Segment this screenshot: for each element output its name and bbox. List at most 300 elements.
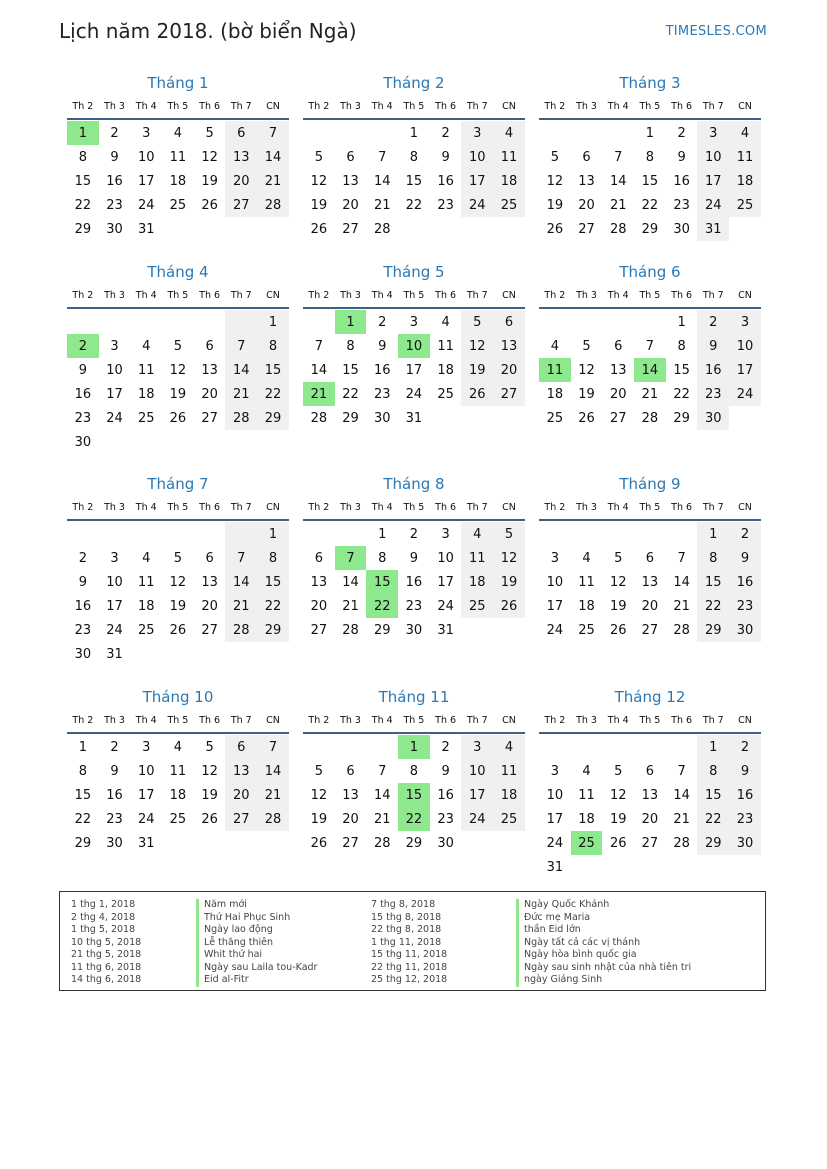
day-cell: 13: [225, 145, 257, 169]
day-cell: 15: [697, 783, 729, 807]
day-cell: 15: [74, 787, 92, 803]
day-cell: 19: [310, 197, 328, 213]
day-cell: 31: [405, 410, 423, 426]
day-grid: [303, 735, 525, 855]
day-cell: 17: [405, 362, 423, 378]
day-cell: 30: [405, 622, 423, 638]
day-cell: 13: [342, 173, 359, 189]
weekday-label: Th 2: [308, 100, 330, 112]
day-cell: 17: [729, 358, 761, 382]
day-cell: 20: [310, 598, 328, 614]
weekday-label: Th 2: [72, 501, 94, 513]
day-cell: 24: [546, 622, 564, 638]
legend-entry: Ngày tất cả các vị thánh: [516, 937, 691, 950]
weekday-label: Th 4: [607, 714, 629, 726]
day-cell: 30: [106, 835, 123, 851]
day-cell: 12: [169, 362, 187, 378]
month-name: Tháng 7: [147, 475, 209, 493]
day-cell: 4: [582, 763, 591, 779]
day-cell: 18: [169, 787, 187, 803]
weekday-label: CN: [266, 289, 280, 301]
day-cell: 12: [201, 149, 218, 165]
weekday-label: Th 4: [135, 714, 157, 726]
day-cell: 30: [673, 221, 690, 237]
empty-cell: [335, 522, 367, 546]
day-cell: 3: [550, 763, 559, 779]
day-cell: 22: [405, 197, 423, 213]
day-cell: 7: [677, 763, 686, 779]
day-cell: 4: [493, 735, 525, 759]
day-cell: 22: [697, 807, 729, 831]
weekday-header: [303, 94, 525, 120]
day-cell: 5: [461, 310, 493, 334]
day-cell: 28: [609, 221, 627, 237]
day-cell: 18: [493, 169, 525, 193]
day-cell: 14: [225, 570, 257, 594]
legend-entry: Ngày Quốc Khánh: [516, 899, 691, 912]
day-cell: 22: [257, 382, 289, 406]
day-cell: 14: [609, 173, 627, 189]
day-cell: 10: [106, 574, 123, 590]
day-cell: 15: [697, 570, 729, 594]
day-cell: 13: [342, 787, 359, 803]
weekday-header: [67, 94, 289, 120]
day-cell: 11: [461, 546, 493, 570]
day-cell: 24: [729, 382, 761, 406]
month-name: Tháng 8: [383, 475, 445, 493]
day-cell: 28: [373, 221, 391, 237]
day-cell: 30: [74, 646, 92, 662]
empty-cell: [303, 522, 335, 546]
weekday-label: Th 6: [671, 714, 693, 726]
weekday-label: Th 5: [167, 100, 189, 112]
day-cell: 8: [677, 338, 686, 354]
weekday-label: Th 7: [702, 100, 724, 112]
month-12: [539, 686, 761, 879]
day-cell: 8: [697, 759, 729, 783]
weekday-header: [539, 708, 761, 734]
day-cell: 23: [405, 598, 423, 614]
weekday-label: CN: [502, 501, 516, 513]
day-cell: 6: [493, 310, 525, 334]
empty-cell: [366, 121, 398, 145]
day-cell: 20: [225, 169, 257, 193]
day-cell: 22: [641, 197, 659, 213]
day-cell: 12: [493, 546, 525, 570]
weekday-header: [67, 708, 289, 734]
day-cell: 9: [441, 763, 450, 779]
empty-cell: [602, 522, 634, 546]
legend-entry: Thứ Hai Phục Sinh: [196, 912, 317, 925]
day-cell: 5: [205, 739, 214, 755]
day-cell: 27: [641, 835, 659, 851]
day-cell: 11: [493, 759, 525, 783]
weekday-label: Th 3: [104, 100, 125, 112]
day-cell: 11: [169, 763, 187, 779]
day-cell: 17: [546, 811, 564, 827]
day-cell: 21: [342, 598, 359, 614]
weekday-label: Th 2: [72, 289, 94, 301]
day-grid: [67, 121, 289, 241]
legend-entry: Ngày lao động: [196, 924, 317, 937]
day-cell: 10: [546, 787, 564, 803]
day-cell: 1: [677, 314, 686, 330]
day-cell: 10: [546, 574, 564, 590]
day-cell: 13: [225, 759, 257, 783]
day-cell: 4: [441, 314, 450, 330]
weekday-label: Th 3: [576, 100, 597, 112]
weekday-label: Th 2: [308, 289, 330, 301]
day-cell: 8: [78, 763, 87, 779]
weekday-label: Th 4: [371, 714, 393, 726]
weekday-label: Th 3: [576, 714, 597, 726]
day-cell: 3: [461, 121, 493, 145]
empty-cell: [571, 310, 603, 334]
day-cell: 30: [106, 221, 123, 237]
legend-entry: 11 thg 6, 2018: [71, 961, 142, 973]
day-cell: 16: [437, 173, 454, 189]
weekday-label: Th 4: [607, 501, 629, 513]
holiday-day-cell: 21: [303, 382, 335, 406]
weekday-label: Th 6: [199, 501, 221, 513]
weekday-header: [67, 495, 289, 521]
day-cell: 29: [257, 406, 289, 430]
day-cell: 3: [142, 739, 151, 755]
day-cell: 25: [729, 193, 761, 217]
day-cell: 3: [697, 121, 729, 145]
weekday-label: Th 2: [544, 289, 566, 301]
day-cell: 19: [546, 197, 564, 213]
day-cell: 22: [257, 594, 289, 618]
day-cell: 21: [225, 382, 257, 406]
day-cell: 5: [173, 338, 183, 354]
day-cell: 18: [137, 386, 155, 402]
day-cell: 21: [641, 386, 659, 402]
day-cell: 3: [550, 550, 559, 566]
weekday-label: Th 2: [544, 100, 566, 112]
day-cell: 19: [461, 358, 493, 382]
day-cell: 1: [645, 125, 655, 141]
day-cell: 21: [373, 811, 391, 827]
day-cell: 24: [461, 193, 493, 217]
legend-entry: 15 thg 8, 2018: [371, 911, 442, 923]
day-cell: 11: [493, 145, 525, 169]
day-cell: 21: [225, 594, 257, 618]
legend-entry: 21 thg 5, 2018: [71, 949, 142, 960]
legend-entry: Đức mẹ Maria: [516, 912, 691, 925]
day-cell: 20: [641, 811, 659, 827]
weekday-label: CN: [738, 501, 752, 513]
month-11: [303, 686, 525, 855]
day-cell: 25: [137, 410, 155, 426]
month-1: [67, 72, 289, 241]
day-cell: 20: [342, 811, 359, 827]
weekday-label: Th 2: [544, 714, 566, 726]
month-name: Tháng 10: [142, 688, 214, 706]
day-cell: 28: [225, 618, 257, 642]
day-cell: 19: [201, 787, 218, 803]
empty-cell: [99, 310, 131, 334]
legend-entry: 1 thg 11, 2018: [371, 936, 442, 948]
day-cell: 20: [225, 783, 257, 807]
day-cell: 30: [697, 406, 729, 430]
empty-cell: [335, 735, 367, 759]
weekday-label: Th 3: [104, 289, 125, 301]
day-cell: 5: [582, 338, 591, 354]
weekday-header: [303, 283, 525, 309]
month-8: [303, 473, 525, 642]
day-cell: 24: [697, 193, 729, 217]
day-cell: 4: [582, 550, 591, 566]
weekday-label: Th 6: [199, 714, 221, 726]
day-cell: 24: [137, 811, 155, 827]
day-cell: 21: [609, 197, 627, 213]
day-cell: 7: [677, 550, 686, 566]
weekday-label: Th 5: [639, 714, 661, 726]
day-cell: 17: [106, 386, 123, 402]
day-cell: 25: [578, 622, 595, 638]
legend-entry: thần Eid lớn: [516, 924, 691, 937]
day-cell: 31: [697, 217, 729, 241]
legend-entry: 15 thg 11, 2018: [371, 949, 448, 960]
day-cell: 12: [546, 173, 564, 189]
day-cell: 9: [729, 759, 761, 783]
day-cell: 26: [169, 410, 187, 426]
empty-cell: [634, 735, 666, 759]
month-5: [303, 261, 525, 430]
weekday-label: Th 5: [167, 501, 189, 513]
day-cell: 2: [78, 550, 87, 566]
day-cell: 26: [609, 835, 627, 851]
day-cell: 17: [461, 169, 493, 193]
day-cell: 9: [78, 574, 87, 590]
day-cell: 18: [437, 362, 454, 378]
day-cell: 31: [137, 221, 155, 237]
day-cell: 8: [645, 149, 655, 165]
day-cell: 24: [405, 386, 423, 402]
day-cell: 30: [373, 410, 391, 426]
day-cell: 1: [78, 739, 87, 755]
empty-cell: [335, 121, 367, 145]
weekday-label: Th 7: [230, 100, 252, 112]
day-cell: 28: [641, 410, 659, 426]
day-cell: 28: [342, 622, 359, 638]
weekday-label: Th 2: [308, 714, 330, 726]
month-3: [539, 72, 761, 241]
day-cell: 4: [550, 338, 559, 354]
month-9: [539, 473, 761, 642]
day-cell: 1: [409, 125, 419, 141]
day-cell: 4: [142, 338, 151, 354]
day-cell: 11: [578, 574, 595, 590]
day-cell: 27: [310, 622, 328, 638]
weekday-label: Th 2: [308, 501, 330, 513]
day-cell: 5: [314, 149, 323, 165]
weekday-label: Th 3: [340, 100, 361, 112]
day-cell: 16: [437, 787, 454, 803]
day-cell: 9: [78, 362, 87, 378]
empty-cell: [634, 310, 666, 334]
day-cell: 7: [614, 149, 623, 165]
legend-entry: Eid al-Fitr: [196, 974, 317, 987]
day-cell: 29: [641, 221, 659, 237]
weekday-header: [539, 495, 761, 521]
day-cell: 7: [378, 149, 387, 165]
legend-entry: 7 thg 8, 2018: [371, 899, 436, 910]
day-cell: 1: [257, 310, 289, 334]
weekday-header: [67, 283, 289, 309]
day-cell: 8: [378, 550, 387, 566]
legend-entry: 2 thg 4, 2018: [71, 911, 136, 923]
day-cell: 17: [697, 169, 729, 193]
day-cell: 23: [373, 386, 391, 402]
day-cell: 16: [74, 598, 92, 614]
empty-cell: [67, 310, 99, 334]
holiday-legend: [59, 891, 766, 991]
day-cell: 21: [257, 169, 289, 193]
day-cell: 23: [729, 594, 761, 618]
holiday-day-cell: 10: [398, 334, 430, 358]
brand-link[interactable]: TIMESLES.COM: [665, 24, 767, 39]
holiday-day-cell: 1: [67, 121, 99, 145]
day-cell: 31: [437, 622, 454, 638]
day-cell: 9: [441, 149, 450, 165]
day-cell: 26: [201, 811, 218, 827]
day-cell: 16: [405, 574, 423, 590]
day-cell: 18: [493, 783, 525, 807]
day-cell: 17: [437, 574, 454, 590]
day-cell: 22: [342, 386, 359, 402]
day-cell: 27: [201, 622, 218, 638]
weekday-label: Th 6: [671, 289, 693, 301]
legend-entry: 1 thg 1, 2018: [71, 899, 136, 910]
day-cell: 5: [614, 763, 623, 779]
day-cell: 16: [74, 386, 92, 402]
day-cell: 12: [609, 787, 627, 803]
empty-cell: [67, 522, 99, 546]
day-cell: 17: [546, 598, 564, 614]
day-cell: 6: [225, 735, 257, 759]
day-cell: 17: [461, 783, 493, 807]
day-cell: 31: [546, 859, 564, 875]
weekday-label: Th 3: [340, 714, 361, 726]
day-cell: 26: [578, 410, 595, 426]
day-cell: 15: [405, 173, 423, 189]
legend-entry: ngày Giáng Sinh: [516, 974, 691, 987]
month-name: Tháng 3: [619, 74, 681, 92]
day-cell: 20: [578, 197, 595, 213]
day-cell: 3: [461, 735, 493, 759]
day-cell: 8: [346, 338, 355, 354]
day-cell: 28: [673, 622, 690, 638]
weekday-label: Th 6: [435, 100, 457, 112]
day-cell: 16: [673, 173, 690, 189]
empty-cell: [602, 310, 634, 334]
day-cell: 9: [110, 763, 119, 779]
weekday-label: Th 5: [167, 289, 189, 301]
day-cell: 5: [493, 522, 525, 546]
day-cell: 6: [314, 550, 323, 566]
day-cell: 30: [74, 434, 92, 450]
weekday-label: Th 6: [435, 714, 457, 726]
day-cell: 7: [645, 338, 655, 354]
weekday-label: Th 6: [671, 501, 693, 513]
day-cell: 16: [106, 173, 123, 189]
weekday-label: Th 7: [466, 100, 488, 112]
day-cell: 14: [342, 574, 359, 590]
day-cell: 10: [137, 149, 155, 165]
day-cell: 4: [142, 550, 151, 566]
empty-cell: [303, 121, 335, 145]
holiday-day-cell: 22: [366, 594, 398, 618]
empty-cell: [303, 310, 335, 334]
holiday-day-cell: 11: [539, 358, 571, 382]
day-cell: 15: [641, 173, 659, 189]
day-cell: 26: [493, 594, 525, 618]
day-cell: 30: [437, 835, 454, 851]
day-cell: 15: [673, 362, 690, 378]
day-cell: 3: [441, 526, 450, 542]
weekday-label: Th 2: [544, 501, 566, 513]
day-cell: 6: [205, 550, 214, 566]
weekday-label: Th 5: [403, 100, 425, 112]
day-cell: 17: [137, 173, 155, 189]
month-2: [303, 72, 525, 241]
day-cell: 3: [729, 310, 761, 334]
day-cell: 14: [310, 362, 328, 378]
day-cell: 13: [493, 334, 525, 358]
legend-entry: Ngày sau Laila tou-Kadr: [196, 962, 317, 975]
day-grid: [67, 522, 289, 666]
empty-cell: [194, 522, 226, 546]
day-cell: 9: [677, 149, 686, 165]
month-name: Tháng 12: [614, 688, 686, 706]
day-cell: 7: [257, 121, 289, 145]
day-cell: 25: [461, 594, 493, 618]
day-cell: 27: [225, 807, 257, 831]
empty-cell: [225, 522, 257, 546]
day-cell: 6: [346, 763, 355, 779]
weekday-label: Th 2: [72, 100, 94, 112]
legend-entry: Ngày sau sinh nhật của nhà tiên tri: [516, 962, 691, 975]
day-cell: 17: [137, 787, 155, 803]
weekday-label: Th 4: [371, 501, 393, 513]
month-name: Tháng 5: [383, 263, 445, 281]
day-cell: 22: [74, 197, 92, 213]
weekday-label: Th 7: [230, 501, 252, 513]
day-grid: [539, 522, 761, 642]
weekday-header: [539, 283, 761, 309]
weekday-label: Th 3: [576, 501, 597, 513]
empty-cell: [634, 522, 666, 546]
weekday-label: Th 7: [702, 289, 724, 301]
day-cell: 14: [257, 759, 289, 783]
day-cell: 8: [409, 763, 419, 779]
day-grid: [539, 121, 761, 241]
month-name: Tháng 1: [147, 74, 209, 92]
day-cell: 13: [609, 362, 627, 378]
day-cell: 6: [205, 338, 214, 354]
month-name: Tháng 2: [383, 74, 445, 92]
weekday-label: CN: [502, 100, 516, 112]
day-cell: 14: [373, 173, 391, 189]
day-cell: 14: [673, 574, 690, 590]
day-cell: 1: [697, 522, 729, 546]
day-cell: 8: [78, 149, 87, 165]
weekday-label: Th 4: [135, 501, 157, 513]
empty-cell: [162, 522, 194, 546]
weekday-label: Th 4: [607, 289, 629, 301]
